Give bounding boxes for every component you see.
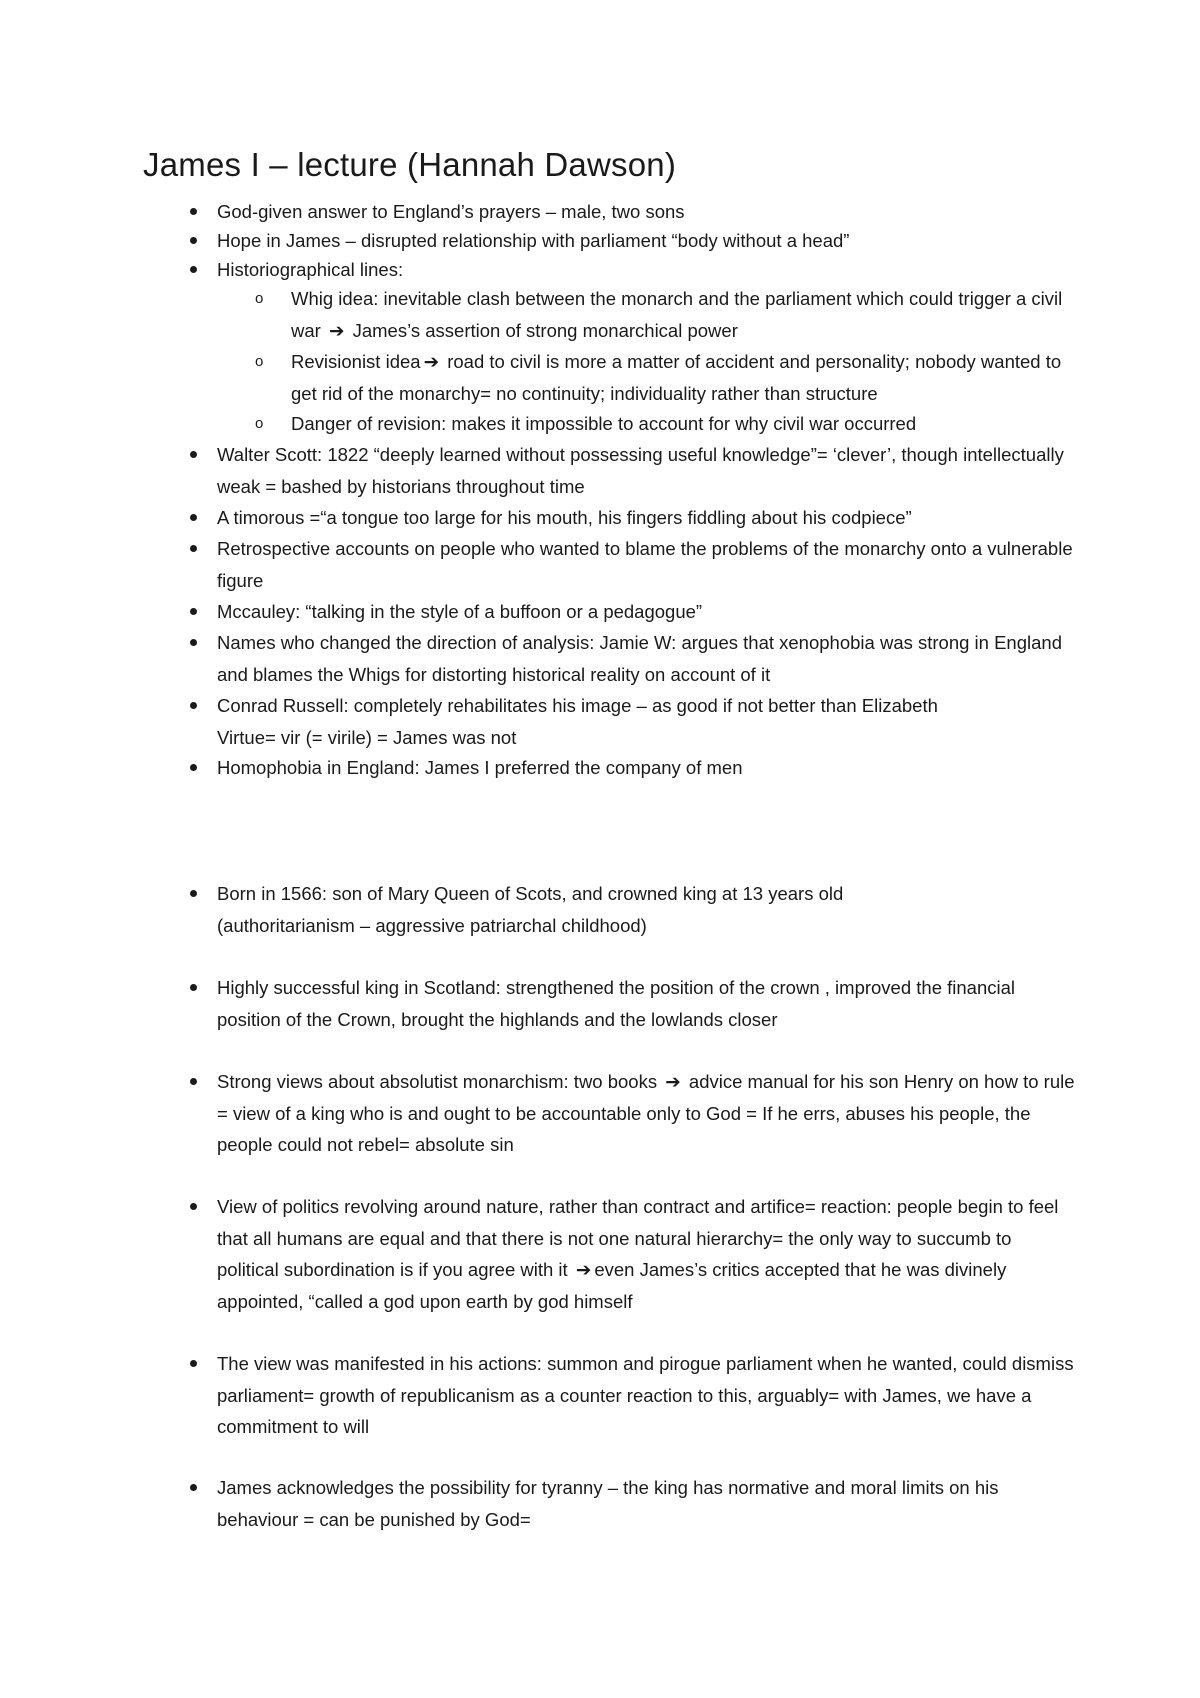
sub-list-item (255, 408, 1081, 440)
list-item-text-after: even James’s critics accepted that he was divinely appointed, “called a god upon earth by god himself (217, 1259, 1007, 1312)
list-item (217, 254, 1077, 286)
list-item (217, 752, 1077, 784)
list-item-text: Homophobia in England: James I preferred the company of men (217, 757, 743, 778)
list-item-text: Retrospective accounts on people who wanted to blame the problems of the monarchy onto a vulnerable figure (217, 538, 1073, 591)
sub-item-text-after: road to civil is more a matter of accident and personality; nobody wanted to get rid of the monarchy= no continuity; individuality rather than structure (291, 351, 1062, 404)
list-item (217, 972, 1077, 1035)
list-item (217, 1066, 1077, 1161)
list-item (217, 690, 1077, 753)
list-item-text: Historiographical lines: (217, 259, 404, 280)
list-item (217, 502, 1077, 534)
list-item-text: A timorous =“a tongue too large for his mouth, his fingers fiddling about his codpiece” (217, 507, 912, 528)
sub-bullet-icon: o (255, 290, 264, 307)
list-item (217, 1472, 1077, 1535)
list-item-text: Mccauley: “talking in the style of a buffoon or a pedagogue” (217, 601, 703, 622)
list-item-text: Hope in James – disrupted relationship with parliament “body without a head” (217, 230, 850, 251)
list-item-text: God-given answer to England’s prayers – male, two sons (217, 201, 685, 222)
sub-item-text: Whig idea: inevitable clash between the monarch and the parliament which could trigger a civil war (291, 288, 1063, 341)
arrow-icon: ➔ (665, 1071, 681, 1092)
sub-item-text: Danger of revision: makes it impossible to account for why civil war occurred (291, 413, 917, 434)
list-item-text-after: advice manual for his son Henry on how to rule = view of a king who is and ought to be accountable only to God = If he errs, abuses his people, the people could not rebel= absolute sin (217, 1071, 1075, 1155)
sub-list-item (255, 283, 1081, 346)
arrow-icon: ➔ (423, 351, 440, 372)
list-item (217, 1191, 1077, 1317)
arrow-icon: ➔ (328, 319, 345, 341)
list-item (217, 225, 1077, 257)
sub-bullet-icon: o (255, 415, 264, 432)
list-item-text: Born in 1566: son of Mary Queen of Scots, and crowned king at 13 years old (217, 883, 844, 904)
sub-item-text: Revisionist idea (291, 351, 421, 372)
sub-list-item (255, 346, 1081, 409)
list-item (217, 627, 1077, 690)
list-item-text: Conrad Russell: completely rehabilitates his image – as good if not better than Elizabeth (217, 695, 938, 716)
list-item-text-line2: Virtue= vir (= virile) = James was not (217, 726, 517, 748)
list-item-text: Walter Scott: 1822 “deeply learned without possessing useful knowledge”= ‘clever’, though intellectually weak = bashed by historians throughout time (217, 444, 1064, 497)
list-item-text: Names who changed the direction of analysis: Jamie W: argues that xenophobia was strong in England and blames the Whigs for distorting historical reality on account of it (217, 632, 1062, 685)
list-item (217, 596, 1077, 628)
sub-item-text-after: James’s assertion of strong monarchical power (352, 319, 738, 341)
list-item-text: Highly successful king in Scotland: strengthened the position of the crown , improved the financial position of the Crown, brought the highlands and the lowlands closer (217, 977, 1016, 1030)
page-title: James I – lecture (Hannah Dawson) (143, 146, 677, 183)
list-item (217, 439, 1077, 502)
list-item (217, 533, 1077, 596)
list-item (217, 196, 1077, 228)
arrow-icon: ➔ (575, 1259, 592, 1280)
sub-bullet-icon: o (255, 353, 264, 370)
list-item-text: James acknowledges the possibility for tyranny – the king has normative and moral limits on his behaviour = can be punished by God= (217, 1477, 999, 1530)
list-item-text: Strong views about absolutist monarchism: two books (217, 1071, 658, 1092)
list-item (217, 1348, 1077, 1443)
list-item (217, 878, 1077, 941)
list-item-text-line2: (authoritarianism – aggressive patriarchal childhood) (217, 914, 647, 936)
list-item-text: The view was manifested in his actions: summon and pirogue parliament when he wanted, could dismiss parliament= growth of republicanism as a counter reaction to this, arguably= with James, we have a commitment to will (217, 1353, 1074, 1437)
list-item-text: View of politics revolving around nature, rather than contract and artifice= reaction: people begin to feel that all humans are equal and that there is not one natural hierarchy= the only way to succumb to political subordination is if you agree with it (217, 1196, 1059, 1280)
